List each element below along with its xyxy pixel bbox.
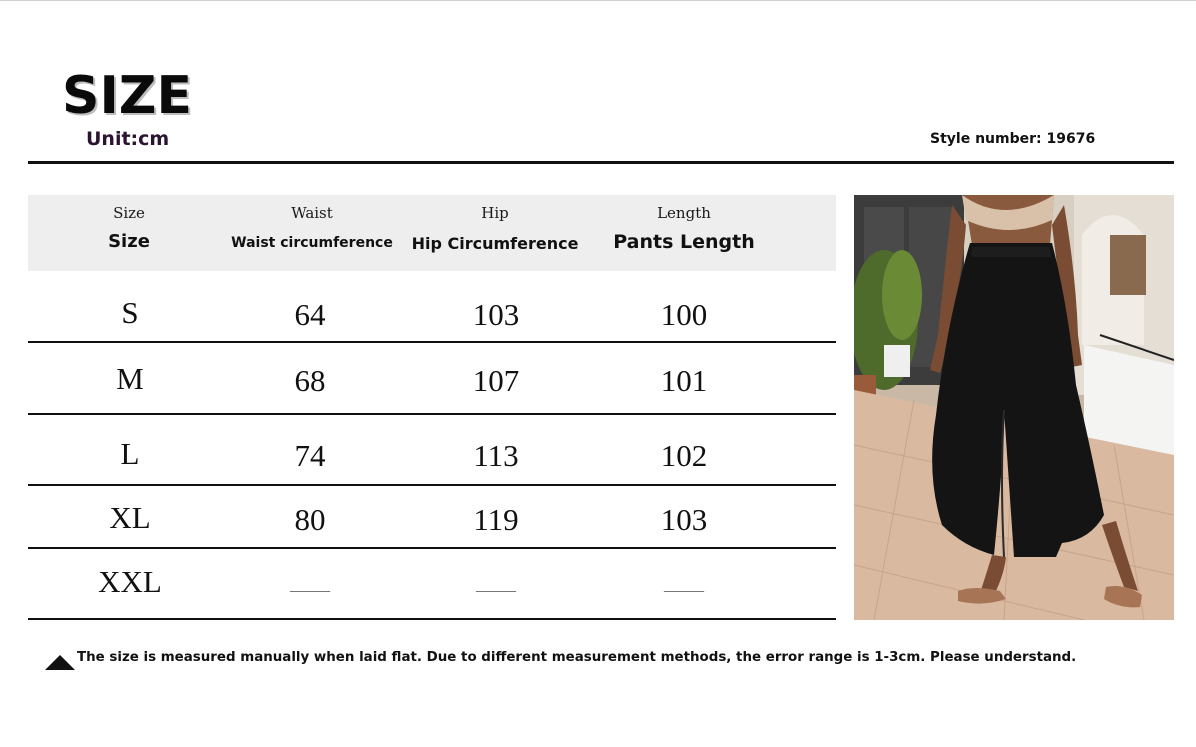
col-header-length-top: Length [657, 204, 711, 222]
cell-waist: 68 [294, 363, 326, 398]
row-divider [28, 484, 836, 486]
cell-hip: 103 [472, 297, 520, 332]
cell-size: M [116, 361, 144, 396]
col-header-waist-top: Waist [291, 204, 333, 222]
row-divider [28, 341, 836, 343]
header-divider [28, 161, 1174, 164]
page-title: SIZE [62, 66, 193, 126]
cell-size: XL [109, 500, 151, 535]
cell-size: L [120, 436, 140, 471]
col-header-hip-top: Hip [481, 204, 509, 222]
col-header-length-bottom: Pants Length [613, 231, 755, 253]
col-header-hip-bottom: Hip Circumference [411, 234, 579, 253]
cell-hip: 107 [472, 363, 520, 398]
measurement-note: The size is measured manually when laid flat. Due to different measurement methods, the error range is 1-3cm. Please understand. [77, 650, 1077, 665]
cell-length: 103 [660, 502, 708, 537]
table-header [28, 195, 836, 271]
row-divider [28, 618, 836, 620]
col-header-waist-bottom: Waist circumference [231, 235, 393, 251]
row-divider [28, 547, 836, 549]
col-header-hip [410, 195, 580, 271]
col-header-size-bottom: Size [108, 231, 150, 252]
cell-hip: 119 [473, 502, 519, 537]
product-photo [854, 195, 1174, 620]
unit-label: Unit:cm [86, 128, 170, 150]
style-number: Style number: 19676 [930, 131, 1096, 147]
col-header-size-top: Size [113, 204, 145, 222]
cell-waist: 64 [294, 297, 326, 332]
cell-length: 102 [660, 438, 708, 473]
warning-triangle-icon [45, 655, 75, 670]
cell-length: 101 [660, 363, 708, 398]
cell-hip: —— [476, 579, 516, 601]
col-header-waist [224, 195, 400, 271]
cell-waist: 80 [294, 502, 326, 537]
row-divider [28, 413, 836, 415]
cell-length: —— [664, 579, 704, 601]
cell-hip: 113 [473, 438, 519, 473]
cell-length: 100 [660, 297, 708, 332]
top-border [0, 0, 1196, 1]
cell-size: S [121, 295, 139, 330]
col-header-size [28, 195, 230, 271]
col-header-length [604, 195, 764, 271]
cell-waist: 74 [294, 438, 326, 473]
cell-waist: —— [290, 579, 330, 601]
cell-size: XXL [98, 564, 162, 599]
model-pants-illustration [854, 195, 1174, 620]
